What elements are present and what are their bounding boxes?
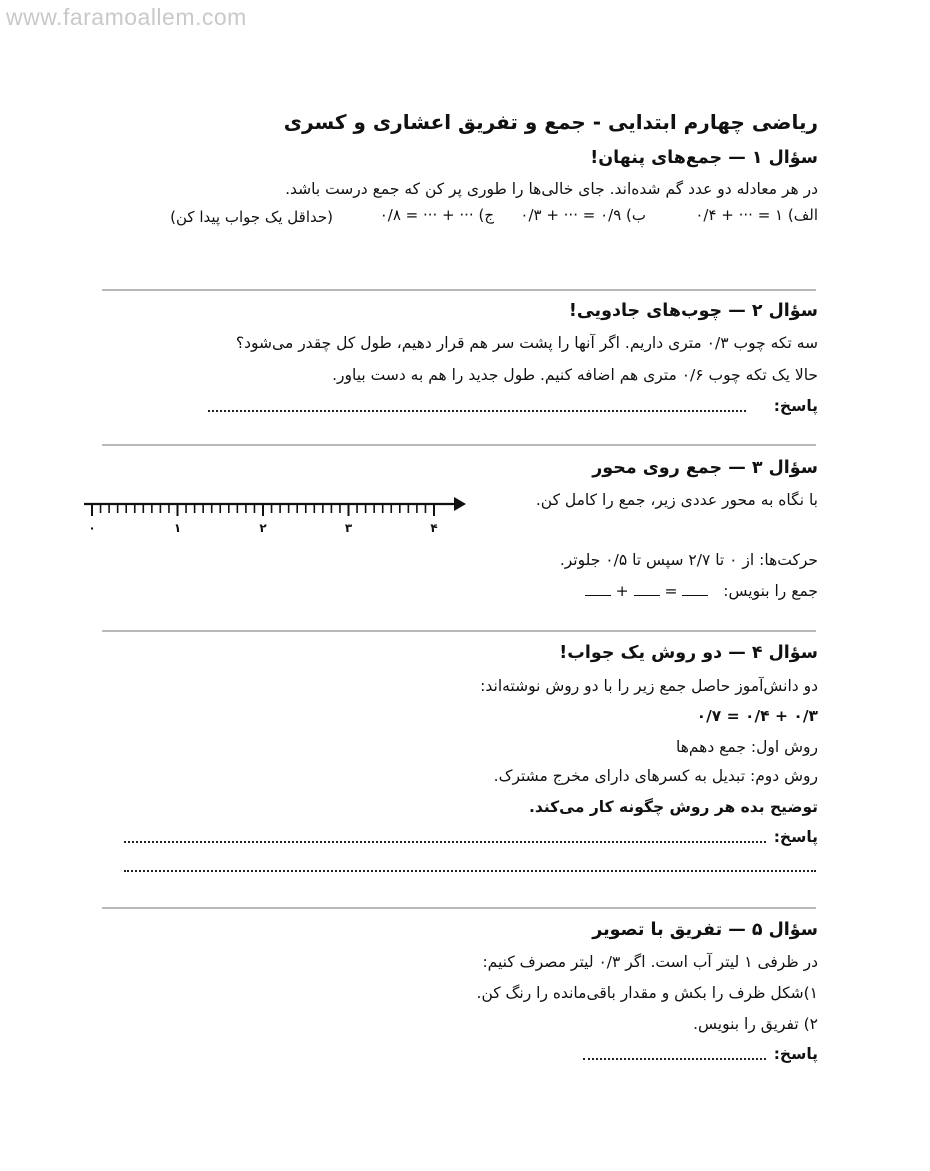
divider xyxy=(102,630,816,632)
q4-method2: روش دوم: تبدیل به کسرهای دارای مخرج مشترک. xyxy=(493,767,818,785)
divider xyxy=(102,907,816,909)
q1-note: (حداقل یک جواب پیدا کن) xyxy=(170,208,333,226)
q1-heading: سؤال ۱ — جمع‌های پنهان! xyxy=(590,148,818,168)
tick-label: ۲ xyxy=(259,521,267,535)
q4-answer-label: پاسخ: xyxy=(773,828,818,846)
q4-equation: ۰/۳ + ۰/۴ = ۰/۷ xyxy=(696,707,818,725)
q3-sum-row xyxy=(585,580,818,602)
q3-line2: حرکت‌ها: از ۰ تا ۲/۷ سپس تا ۰/۵ جلوتر. xyxy=(559,551,818,569)
tick-label: ۱ xyxy=(173,521,182,535)
equals-sign: = xyxy=(664,582,678,600)
q1-item-a: الف) ۱ = ··· + ۰/۴ xyxy=(695,206,818,224)
q5-answer-label: پاسخ: xyxy=(773,1045,818,1063)
q4-heading: سؤال ۴ — دو روش یک جواب! xyxy=(559,643,818,663)
q5-answer-line[interactable] xyxy=(583,1058,766,1060)
q4-answer-line[interactable] xyxy=(124,841,766,843)
q4-instruction: توضیح بده هر روش چگونه کار می‌کند. xyxy=(529,798,818,816)
watermark: www.faramoallem.com xyxy=(6,4,247,30)
q1-item-b: ب) ۰/۹ = ··· + ۰/۳ xyxy=(520,206,646,224)
q3-heading: سؤال ۳ — جمع روی محور xyxy=(592,458,818,478)
q5-line2: ۱)شکل ظرف را بکش و مقدار باقی‌مانده را رنگ کن. xyxy=(476,984,818,1002)
q4-method1: روش اول: جمع دهم‌ها xyxy=(675,738,818,756)
arrow-head-icon xyxy=(454,497,466,511)
q4-answer-line-2[interactable] xyxy=(124,870,816,872)
plus-sign: + xyxy=(615,582,629,600)
blank-field[interactable] xyxy=(634,581,660,596)
q2-line2: حالا یک تکه چوب ۰/۶ متری هم اضافه کنیم. طول جدید را هم به دست بیاور. xyxy=(332,366,818,384)
q3-write-label: جمع را بنویس: xyxy=(723,582,818,600)
blank-field[interactable] xyxy=(585,581,611,596)
q2-answer-line[interactable] xyxy=(208,410,746,412)
q1-item-c: ج) ··· + ··· = ۰/۸ xyxy=(379,206,494,224)
q2-answer-label: پاسخ: xyxy=(773,397,818,415)
q2-line1: سه تکه چوب ۰/۳ متری داریم. اگر آنها را پشت سر هم قرار دهیم، طول کل چقدر می‌شود؟ xyxy=(235,334,818,352)
q3-line1: با نگاه به محور عددی زیر، جمع را کامل کن. xyxy=(535,491,818,509)
tick-label: ۴ xyxy=(430,521,438,535)
q5-line3: ۲) تفریق را بنویس. xyxy=(693,1015,818,1033)
divider xyxy=(102,444,816,446)
q5-heading: سؤال ۵ — تفریق با تصویر xyxy=(592,920,818,940)
q1-items-row xyxy=(118,206,818,230)
number-line xyxy=(78,492,470,542)
q4-line1: دو دانش‌آموز حاصل جمع زیر را با دو روش نوشته‌اند: xyxy=(480,677,818,695)
q2-heading: سؤال ۲ — چوب‌های جادویی! xyxy=(568,301,818,321)
blank-field[interactable] xyxy=(682,581,708,596)
divider xyxy=(102,289,816,291)
tick-label: ۰ xyxy=(88,521,96,535)
page-title: ریاضی چهارم ابتدایی - جمع و تفریق اعشاری و کسری xyxy=(283,110,818,134)
q5-line1: در ظرفی ۱ لیتر آب است. اگر ۰/۳ لیتر مصرف کنیم: xyxy=(482,953,818,971)
q1-text: در هر معادله دو عدد گم شده‌اند. جای خالی‌ها را طوری پر کن که جمع درست باشد. xyxy=(285,180,818,198)
tick-label: ۳ xyxy=(344,521,353,535)
